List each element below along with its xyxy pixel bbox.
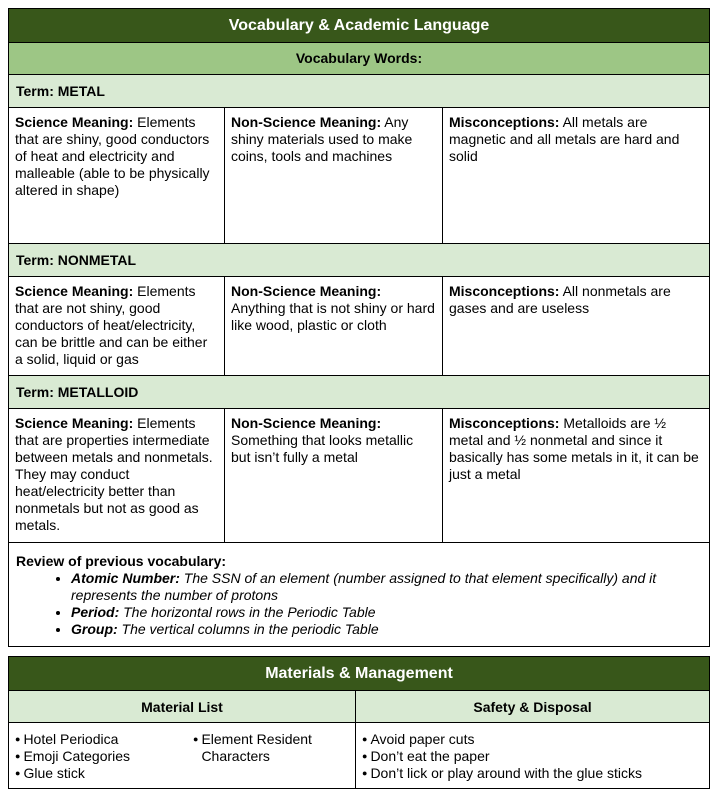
review-list (16, 570, 703, 638)
safety-header: Safety & Disposal (356, 691, 709, 723)
material-list-col-2 (193, 731, 343, 782)
list-item: ● Glue stick (15, 765, 193, 782)
materials-body-row (9, 723, 709, 788)
metal-misconceptions: Misconceptions: All metals are magnetic and all metals are hard and solid (449, 114, 680, 164)
metalloid-row (9, 409, 709, 543)
metal-row (9, 108, 709, 244)
material-list-col-1 (15, 731, 193, 782)
list-item: ● Don’t lick or play around with the glue sticks (362, 765, 705, 782)
review-item: • Period: The horizontal rows in the Periodic Table (71, 604, 703, 621)
material-list-header: Material List (9, 691, 356, 723)
metal-science-meaning: Science Meaning: Elements that are shiny, good conductors of heat and electricity and malleable (able to be physically altered in shape) (9, 108, 225, 243)
materials-table (8, 656, 710, 789)
metalloid-misconceptions: Misconceptions: Metalloids are ½ metal and ½ nonmetal and since it basically has some metals in it, it can be just a metal (449, 415, 699, 482)
bullet-icon (193, 731, 201, 765)
safety-list (356, 723, 709, 788)
list-item: ● Emoji Categories (15, 748, 193, 765)
term-metalloid: Term: METALLOID (9, 376, 709, 409)
vocabulary-table (8, 8, 710, 647)
term-metal: Term: METAL (9, 75, 709, 108)
metalloid-science-meaning: Science Meaning: Elements that are properties intermediate between metals and nonmetals. They may conduct heat/electricity better than nonmetals but not as good as metals. (9, 409, 225, 542)
nonmetal-row (9, 277, 709, 376)
vocabulary-review (9, 543, 709, 646)
review-item: • Atomic Number: The SSN of an element (number assigned to that element specifically) and it represents the number of protons (71, 570, 703, 604)
term-nonmetal: Term: NONMETAL (9, 244, 709, 277)
metal-non-science-meaning: Non-Science Meaning: Any shiny materials used to make coins, tools and machines (225, 108, 443, 243)
list-item: ● Hotel Periodica (15, 731, 193, 748)
material-list (9, 723, 356, 788)
nonmetal-science-meaning: Science Meaning: Elements that are not shiny, good conductors of heat/electricity, can be brittle and can be either a solid, liquid or gas (9, 277, 225, 375)
vocabulary-title: Vocabulary & Academic Language (9, 9, 709, 43)
nonmetal-misconceptions: Misconceptions: All nonmetals are gases and are useless (449, 283, 671, 316)
list-item: ● Don’t eat the paper (362, 748, 705, 765)
review-heading: Review of previous vocabulary: (16, 553, 227, 569)
metalloid-non-science-meaning: Non-Science Meaning: Something that looks metallic but isn’t fully a metal (225, 409, 443, 542)
list-item: ● Avoid paper cuts (362, 731, 705, 748)
nonmetal-non-science-meaning: Non-Science Meaning: Anything that is not shiny or hard like wood, plastic or cloth (225, 277, 443, 375)
materials-header-row (9, 691, 709, 723)
review-item: • Group: The vertical columns in the periodic Table (71, 621, 703, 638)
list-item: ● Element Resident Characters (193, 731, 343, 765)
vocabulary-subtitle: Vocabulary Words: (9, 43, 709, 75)
materials-title: Materials & Management (9, 657, 709, 691)
